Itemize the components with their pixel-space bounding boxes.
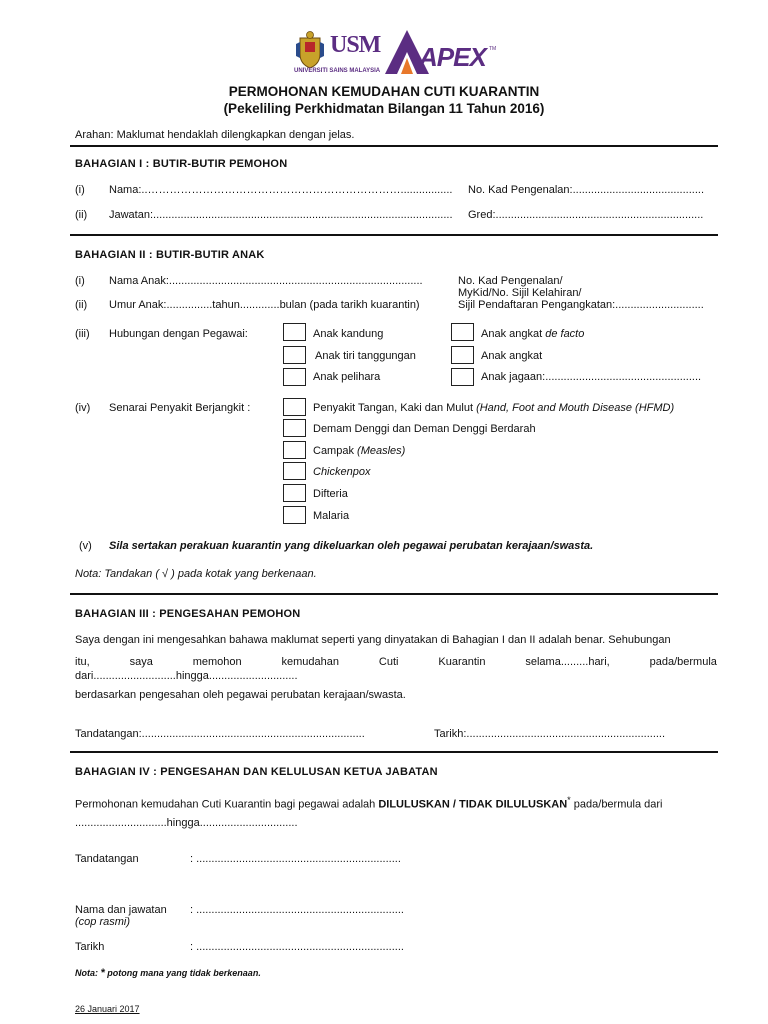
row-number: (i) [75,275,85,287]
declaration-line-2: itu, saya memohon kemudahan Cuti Kuarantin selama.........hari, pada/bermula [75,656,717,668]
disease-label: Senarai Penyakit Berjangkit : [109,402,251,414]
approval-text: Permohonan kemudahan Cuti Kuarantin bagi pegawai adalah DILULUSKAN / TIDAK DILULUSKAN* pada/bermula dari [75,795,663,811]
form-subtitle: (Pekeliling Perkhidmatan Bilangan 11 Tahun 2016) [223,101,545,116]
position-field[interactable]: Jawatan:.................................................................................................. [109,209,453,221]
hod-name-label: Nama dan jawatan [75,904,167,916]
checkbox-anak-jagaan[interactable] [451,368,474,386]
child-ic-label: No. Kad Pengenalan/ [458,275,563,287]
checkbox-anak-angkat-de-facto[interactable] [451,323,474,341]
checkbox-hfmd[interactable] [283,398,306,416]
hod-name-field[interactable]: : .................................................................... [190,904,404,916]
option-label: Anak tiri tanggungan [315,350,416,362]
row-number: (iv) [75,402,91,414]
section-3-heading: BAHAGIAN III : PENGESAHAN PEMOHON [75,608,301,620]
child-name-field[interactable]: Nama Anak:................................................................................... [109,275,423,287]
apex-trademark: TM [489,46,497,52]
checkbox-anak-tiri[interactable] [283,346,306,364]
checkbox-anak-angkat[interactable] [451,346,474,364]
usm-subtitle: UNIVERSITI SAINS MALAYSIA [294,68,381,74]
hod-signature-label: Tandatangan [75,853,139,865]
form-title: PERMOHONAN KEMUDAHAN CUTI KUARANTIN [228,84,540,99]
ic-number-field[interactable]: No. Kad Pengenalan:........................................... [468,184,704,196]
option-label: Anak angkat [481,350,543,362]
attachment-instruction: Sila sertakan perakuan kuarantin yang dikeluarkan oleh pegawai perubatan kerajaan/swasta. [109,540,594,552]
row-number: (i) [75,184,85,196]
tick-note: Nota: Tandakan ( √ ) pada kotak yang berkenaan. [75,568,317,580]
divider [70,234,718,236]
declaration-line-1: Saya dengan ini mengesahkan bahawa maklumat seperti yang dinyatakan di Bahagian I dan II adalah benar. Sehubungan [75,634,671,646]
hod-date-label: Tarikh [75,941,105,953]
checkbox-anak-kandung[interactable] [283,323,306,341]
leave-period-field[interactable]: dari...........................hingga............................. [75,670,298,682]
section-2-heading: BAHAGIAN II : BUTIR-BUTIR ANAK [75,249,265,261]
applicant-date-field[interactable]: Tarikh:................................................................. [434,728,666,740]
checkbox-measles[interactable] [283,441,306,459]
section-1-heading: BAHAGIAN I : BUTIR-BUTIR PEMOHON [75,158,288,170]
relation-label: Hubungan dengan Pegawai: [109,328,248,340]
divider [70,593,718,595]
approval-period-field[interactable]: ..............................hingga................................ [75,817,298,829]
official-stamp-label: (cop rasmi) [75,916,131,928]
approval-choice[interactable]: DILULUSKAN / TIDAK DILULUSKAN [378,798,568,811]
child-ic-field[interactable]: Sijil Pendaftaran Pengangkatan:............................. [458,299,704,311]
applicant-signature-field[interactable]: Tandatangan:......................................................................... [75,728,365,740]
checkbox-malaria[interactable] [283,506,306,524]
apex-logo [383,28,499,78]
row-number: (ii) [75,209,88,221]
child-age-field[interactable]: Umur Anak:...............tahun.............bulan (pada tarikh kuarantin) [109,299,420,311]
usm-crest-icon [294,30,326,70]
section-4-heading: BAHAGIAN IV : PENGESAHAN DAN KELULUSAN KETUA JABATAN [75,766,438,778]
row-number: (ii) [75,299,88,311]
checkbox-diphtheria[interactable] [283,484,306,502]
usm-logo [294,30,381,78]
option-label: Anak angkat de facto [481,328,585,340]
usm-wordmark: USM [330,32,381,58]
apex-wordmark: APEX [419,42,486,72]
guardian-child-field[interactable]: Anak jagaan:................................................... [481,371,702,383]
option-label: Anak pelihara [313,371,381,383]
declaration-line-4: berdasarkan pengesahan oleh pegawai perubatan kerajaan/swasta. [75,689,406,701]
row-number: (v) [79,540,92,552]
divider [70,145,718,147]
child-ic-label: MyKid/No. Sijil Kelahiran/ [458,287,582,299]
row-number: (iii) [75,328,90,340]
hod-date-field[interactable]: : .................................................................... [190,941,404,953]
checkbox-chickenpox[interactable] [283,462,306,480]
checkbox-anak-pelihara[interactable] [283,368,306,386]
instruction-text: Arahan: Maklumat hendaklah dilengkapkan dengan jelas. [75,129,355,141]
name-field[interactable]: Nama:..……………………………………………………………................. [109,184,453,196]
option-label: Difteria [313,488,348,500]
strike-out-note: Nota: * potong mana yang tidak berkenaan. [75,967,261,979]
hod-signature-field[interactable]: : ................................................................... [190,853,401,865]
option-label: Malaria [313,510,350,522]
checkbox-dengue[interactable] [283,419,306,437]
grade-field[interactable]: Gred:.................................................................... [468,209,704,221]
option-label: Campak (Measles) [313,445,406,457]
footer-date: 26 Januari 2017 [75,1004,140,1014]
option-label: Anak kandung [313,328,384,340]
option-label: Demam Denggi dan Deman Denggi Berdarah [313,423,536,435]
option-label: Penyakit Tangan, Kaki dan Mulut (Hand, Foot and Mouth Disease (HFMD) [313,402,675,414]
option-label: Chickenpox [313,466,371,478]
divider [70,751,718,753]
